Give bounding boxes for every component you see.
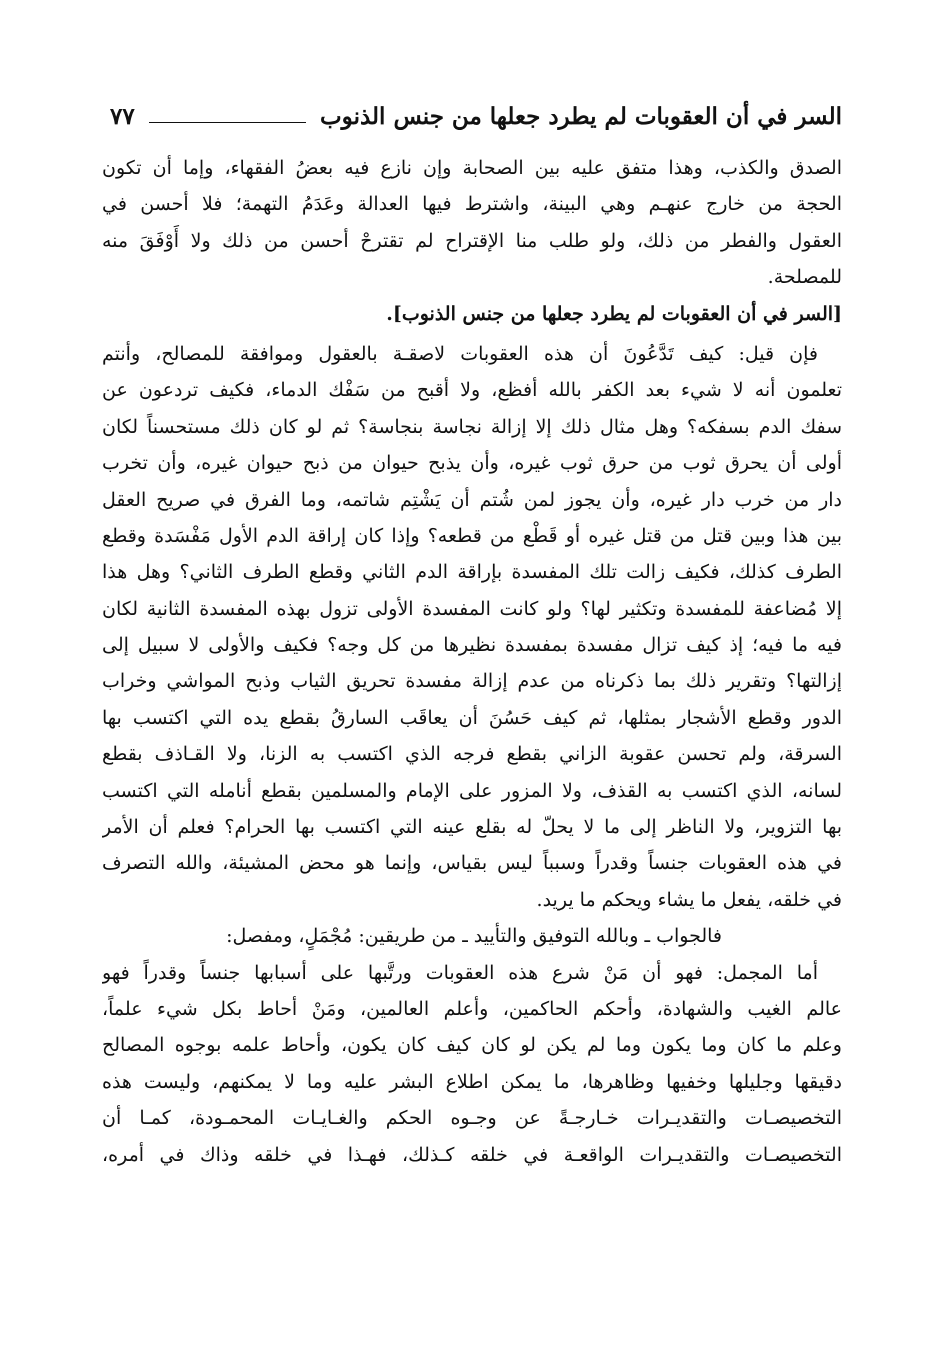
text-line: الصدق والكذب، وهذا متفق عليه بين الصحابة وإن نازع فيه بعضُ الفقهاء، وإما أن تكون: [102, 157, 842, 179]
text-line: في هذه العقوبات جنساً وقدراً وسبباً ليس بقياس، وإنما هو محض المشيئة، والله التصرف: [102, 852, 842, 875]
text-line: تعلمون أنه لا شيء بعد الكفر بالله أفظع، ولا أقبح من سَفْك الدماء، فكيف تردعون عن: [102, 379, 842, 402]
text-line: فيه ما فيه؛ إذ كيف تزال مفسدة بمفسدة نظيرها من كل وجه؟ فكيف والأولى لا سبيل إلى: [102, 634, 842, 657]
text-line: العقول والفطر من ذلك، ولو طلب منا الإقتراح لم تقترحْ أحسن من ذلك ولا أَوْفَقَ منه: [102, 229, 842, 252]
text-line: أما المجمل: فهو أن مَنْ شرع هذه العقوبات ورتَّبها على أسبابها جنساً وقدراً فهو: [102, 961, 818, 984]
text-line: وعلم ما كان وما يكون وما لم يكن لو كان كيف كان يكون، وأحاط علمه بوجوه المصالح: [102, 1034, 842, 1057]
page-body: [102, 150, 842, 1173]
text-line: دار من خرب دار غيره، وأن يجوز لمن شُتم أن يَشْتِم شاتمه، وما الفرق في صريح العقل: [102, 488, 842, 511]
text-line: سفك الدم بسفكه؟ وهل مثال ذلك إلا إزالة نجاسة بنجاسة؟ ثم لو كان ذلك مستحسناً لكان: [102, 415, 842, 438]
text-line: عالم الغيب والشهادة، وأحكم الحاكمين، وأعلم العالمين، ومَنْ أحاط بكل شيء علماً،: [102, 997, 842, 1020]
text-line: إزالتها؟ وتقرير ذلك بما ذكرناه من عدم إزالة مفسدة تحريق الثياب وذبح المواشي وخراب: [102, 670, 842, 693]
text-line: دقيقها وجليلها وخفيها وظاهرها، ما يمكن اطلاع البشر عليه وما لا يمكنهم، وليست هذه: [102, 1070, 842, 1093]
text-line: بها التزوير، ولا الناظر إلى ما لا يحلّ له بقلع عينه التي اكتسب بها الحرام؟ فعلم أن الأمر: [102, 816, 842, 839]
text-line: أولى أن يحرق ثوب من حرق ثوب غيره، وأن يذبح حيوان من ذبح حيوان غيره، وأن تخرب: [102, 452, 842, 475]
text-line: التخصيصـات والتقديـرات خـارجـةً عن وجـوه الحكم والغـايـات المحمـودة، كمـا أن: [102, 1107, 842, 1130]
text-line: التخصيصـات والتقديـرات الواقعـة في خلقه كـذلك، فهـذا في خلقه وذاك في أمره،: [102, 1143, 842, 1166]
text-line: السرقة، ولم تحسن عقوبة الزاني بقطع فرجه الذي اكتسب به الزنا، ولا القـاذف بقطع: [102, 743, 842, 766]
text-line: للمصلحة.: [767, 266, 842, 289]
running-header: [110, 96, 842, 136]
header-title: السر في أن العقوبات لم يطرد جعلها من جنس الذنوب: [320, 102, 842, 130]
text-line: الحجة من خارج عنهـم وهي البينة، واشترط فيها العدالة وعَدَمُ التهمة؛ فلا أحسن في: [102, 193, 842, 216]
page-number: ٧٧: [110, 102, 135, 130]
text-line: لسانه، الذي اكتسب به القذف، ولا المزور على الإمام والمسلمين بقطع أنامله التي اكتسب: [102, 779, 842, 802]
text-line: فالجواب ـ وبالله التوفيق والتأييد ـ من طريقين: مُجْمَلٍ، ومفصل:: [226, 925, 722, 948]
section-heading: [السر في أن العقوبات لم يطرد جعلها من جنس الذنوب].: [386, 302, 842, 325]
text-line: إلا مُضاعفة للمفسدة وتكثير لها؟ ولو كانت المفسدة الأولى تزول بهذه المفسدة الثانية لكان: [102, 597, 842, 620]
text-line: الدور وقطع الأشجار بمثلها، ثم كيف حَسُنَ أن يعاقَب السارقُ بقطع يده التي اكتسب بها: [102, 706, 842, 729]
text-line: فإن قيل: كيف تَدَّعُونَ أن هذه العقوبات لاصقـة بالعقول وموافقة للمصالح، وأنتم: [102, 342, 818, 365]
text-line: في خلقه، يفعل ما يشاء ويحكم ما يريد.: [536, 888, 842, 911]
text-line: الطرف كذلك، فكيف زالت تلك المفسدة بإراقة الدم الثاني وقطع الطرف الثاني؟ وهل هذا: [102, 561, 842, 584]
text-line: بين هذا وبين قتل من قتل غيره أو قَطْع من قطعه؟ وإذا كان إراقة الدم الأول مَفْسَدة وقطع: [102, 524, 842, 547]
header-rule: [149, 122, 306, 123]
